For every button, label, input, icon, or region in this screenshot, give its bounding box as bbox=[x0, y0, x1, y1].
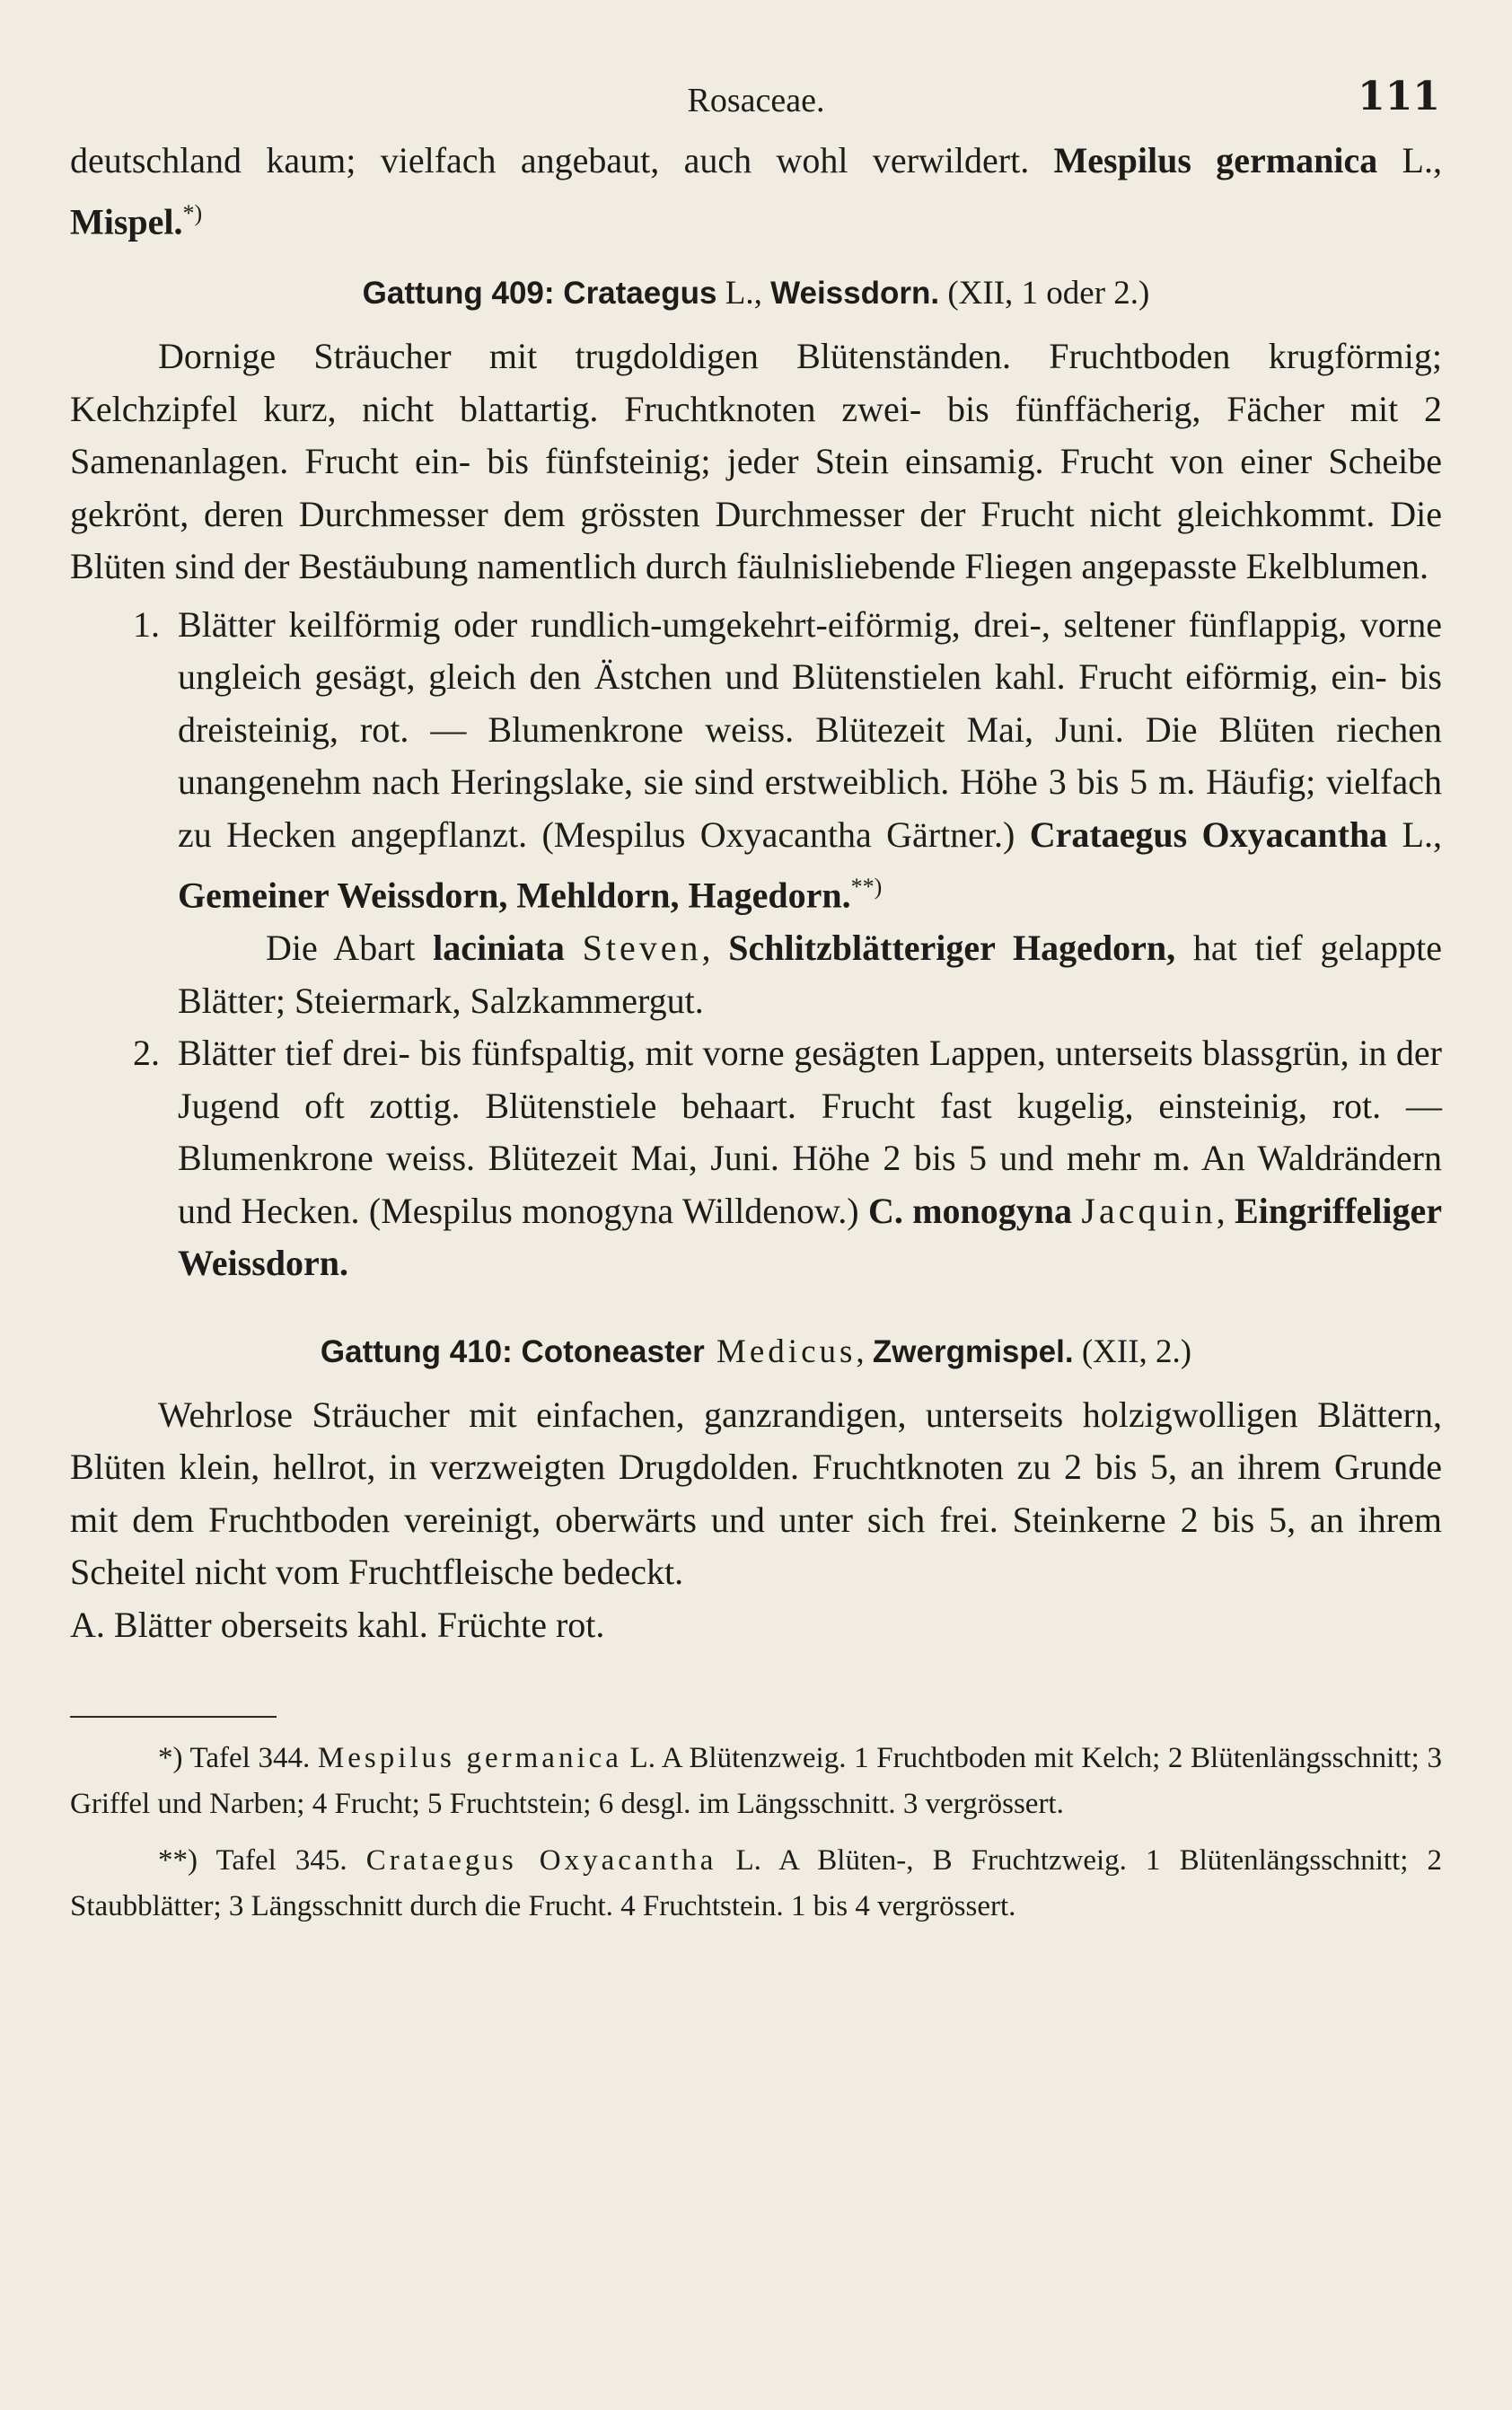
footnote-divider bbox=[70, 1716, 277, 1718]
running-title: Rosaceae. bbox=[687, 82, 825, 119]
key-item-2-species: C. monogyna bbox=[867, 1190, 1073, 1231]
genus-409-description: Dornige Sträucher mit trugdoldigen Blütenständen. Fruchtboden krugförmig; Kelchzipfel kurz, nicht blattartig. Fruchtknoten zwei- bis fünffächerig, Fächer mit 2 Samenanlagen. Frucht ein- bis fünfsteinig; jeder Stein einsamig. Frucht von einer Scheibe gekrönt, deren Durchmesser dem grössten Durchmesser der Frucht nicht gleichkommt. Die Blüten sind der Bestäubung namentlich durch fäulnisliebende Fliegen angepasste Ekelblumen. bbox=[70, 336, 1442, 587]
key-item-2-common: Eingriffeliger Weissdorn. bbox=[178, 1190, 1443, 1284]
key-item-1-footnote-mark: **) bbox=[850, 874, 883, 901]
key-item-1-species: Crataegus Oxyacantha bbox=[1029, 814, 1388, 855]
intro-paragraph bbox=[70, 135, 1442, 248]
genus-409-name: Crataegus bbox=[554, 276, 717, 312]
genus-409-heading bbox=[70, 268, 1442, 320]
intro-text: deutschland kaum; vielfach angebaut, auch wohl verwildert. bbox=[70, 140, 1054, 180]
variety-paragraph-wrap bbox=[70, 922, 1442, 1027]
intro-species: Mespilus germanica bbox=[1053, 140, 1378, 180]
footnote-2-species: Crataegus Oxyacantha bbox=[365, 1844, 717, 1878]
variety-name: laciniata bbox=[433, 928, 565, 969]
genus-409-author: L., bbox=[716, 275, 771, 312]
genus-410-description: Wehrlose Sträucher mit einfachen, ganzrandigen, unterseits holzigwolligen Blättern, Blüten klein, hellrot, in verzweigten Drugdolden. Fruchtknoten zu 2 bis 5, an ihrem Grunde mit dem Fruchtboden vereinigt, oberwärts und unter sich frei. Steinkerne 2 bis 5, an ihrem Scheitel nicht vom Fruchtfleische bedeckt. bbox=[70, 1394, 1442, 1593]
key-item-a: A. Blätter oberseits kahl. Früchte rot. bbox=[70, 1604, 605, 1645]
genus-410-name: Cotoneaster bbox=[512, 1333, 705, 1369]
key-item-2-text bbox=[178, 1027, 1442, 1290]
footnote-1-mark: *) bbox=[158, 1742, 183, 1775]
key-item-1-author: L., bbox=[1387, 814, 1442, 855]
genus-410-common: Zwergmispel. bbox=[872, 1333, 1074, 1369]
key-item-2-comma: , bbox=[1216, 1190, 1235, 1231]
variety-paragraph bbox=[178, 922, 1442, 1027]
footnote-2 bbox=[70, 1838, 1442, 1930]
key-item-1-number: 1. bbox=[133, 603, 160, 645]
running-head bbox=[70, 63, 1442, 135]
genus-410-comma: , bbox=[856, 1333, 873, 1370]
genus-410-class: (XII, 2.) bbox=[1073, 1333, 1192, 1370]
genus-410-heading bbox=[70, 1326, 1442, 1378]
footnote-2-lead: Tafel 345. bbox=[198, 1844, 366, 1878]
intro-footnote-mark: *) bbox=[182, 199, 203, 226]
genus-409-common: Weissdorn. bbox=[770, 276, 940, 312]
key-item-2-description: Blätter tief drei- bis fünfspaltig, mit vorne gesägten Lappen, unterseits blassgrün, in der Jugend oft zottig. Blütenstiele behaart. Frucht fast kugelig, einsteinig, rot. — Blumenkrone weiss. Blütezeit Mai, Juni. Höhe 2 bis 5 und mehr m. An Waldrändern und Hecken. (Mespilus monogyna Willdenow.) bbox=[178, 1033, 1442, 1231]
footnote-2-mark: **) bbox=[158, 1844, 198, 1878]
footnote-1-text: L. A Blütenzweig. 1 Fruchtboden mit Kelch; 2 Blütenlängsschnitt; 3 Griffel und Narben; 4 Frucht; 5 Fruchtstein; 6 desgl. im Längsschnitt. 3 vergrössert. bbox=[70, 1742, 1442, 1821]
footnote-1 bbox=[70, 1736, 1442, 1827]
footnote-1-lead: Tafel 344. bbox=[182, 1742, 318, 1775]
key-item-1-text bbox=[178, 599, 1442, 922]
key-item-1-description: Blätter keilförmig oder rundlich-umgekehrt-eiförmig, drei-, seltener fünflappig, vorne ungleich gesägt, gleich den Ästchen und Blütenstielen kahl. Frucht eiförmig, ein- bis dreisteinig, rot. — Blumenkrone weiss. Blütezeit Mai, Juni. Die Blüten riechen unangenehm nach Heringslake, sie sind erstweiblich. Höhe 3 bis 5 m. Häufig; vielfach zu Hecken angepflanzt. (Mespilus Oxyacantha Gärtner.) bbox=[178, 603, 1442, 855]
footnote-2-text: L. A Blüten-, B Fruchtzweig. 1 Blütenlängsschnitt; 2 Staubblätter; 3 Längsschnitt durch die Frucht. 4 Fruchtstein. 1 bis 4 vergrössert. bbox=[70, 1844, 1442, 1923]
key-item-2 bbox=[70, 1027, 1442, 1290]
genus-409-label: Gattung 409: bbox=[362, 276, 555, 312]
key-item-1-common: Gemeiner Weissdorn, Mehldorn, Hagedorn. bbox=[178, 875, 851, 916]
variety-comma: , bbox=[701, 928, 729, 969]
page bbox=[70, 63, 1442, 1940]
variety-rest: hat tief gelappte Blätter; Steiermark, Salzkammergut. bbox=[178, 928, 1443, 1021]
variety-common: Schlitzblätteriger Hagedorn, bbox=[728, 928, 1176, 969]
page-number: 111 bbox=[1358, 74, 1440, 119]
intro-species-author: L., bbox=[1377, 140, 1442, 180]
intro-common-name: Mispel. bbox=[70, 200, 183, 242]
genus-410-label: Gattung 410: bbox=[320, 1333, 513, 1369]
key-item-2-number: 2. bbox=[133, 1033, 160, 1074]
genus-410-author: Medicus bbox=[704, 1333, 857, 1370]
key-item-2-author: Jacquin bbox=[1081, 1190, 1217, 1231]
variety-author: Steven bbox=[582, 928, 702, 969]
footnote-1-species: Mespilus germanica bbox=[317, 1742, 622, 1775]
genus-409-class: (XII, 1 oder 2.) bbox=[939, 275, 1150, 312]
key-item-1 bbox=[70, 599, 1442, 922]
variety-lead: Die Abart bbox=[266, 928, 434, 969]
